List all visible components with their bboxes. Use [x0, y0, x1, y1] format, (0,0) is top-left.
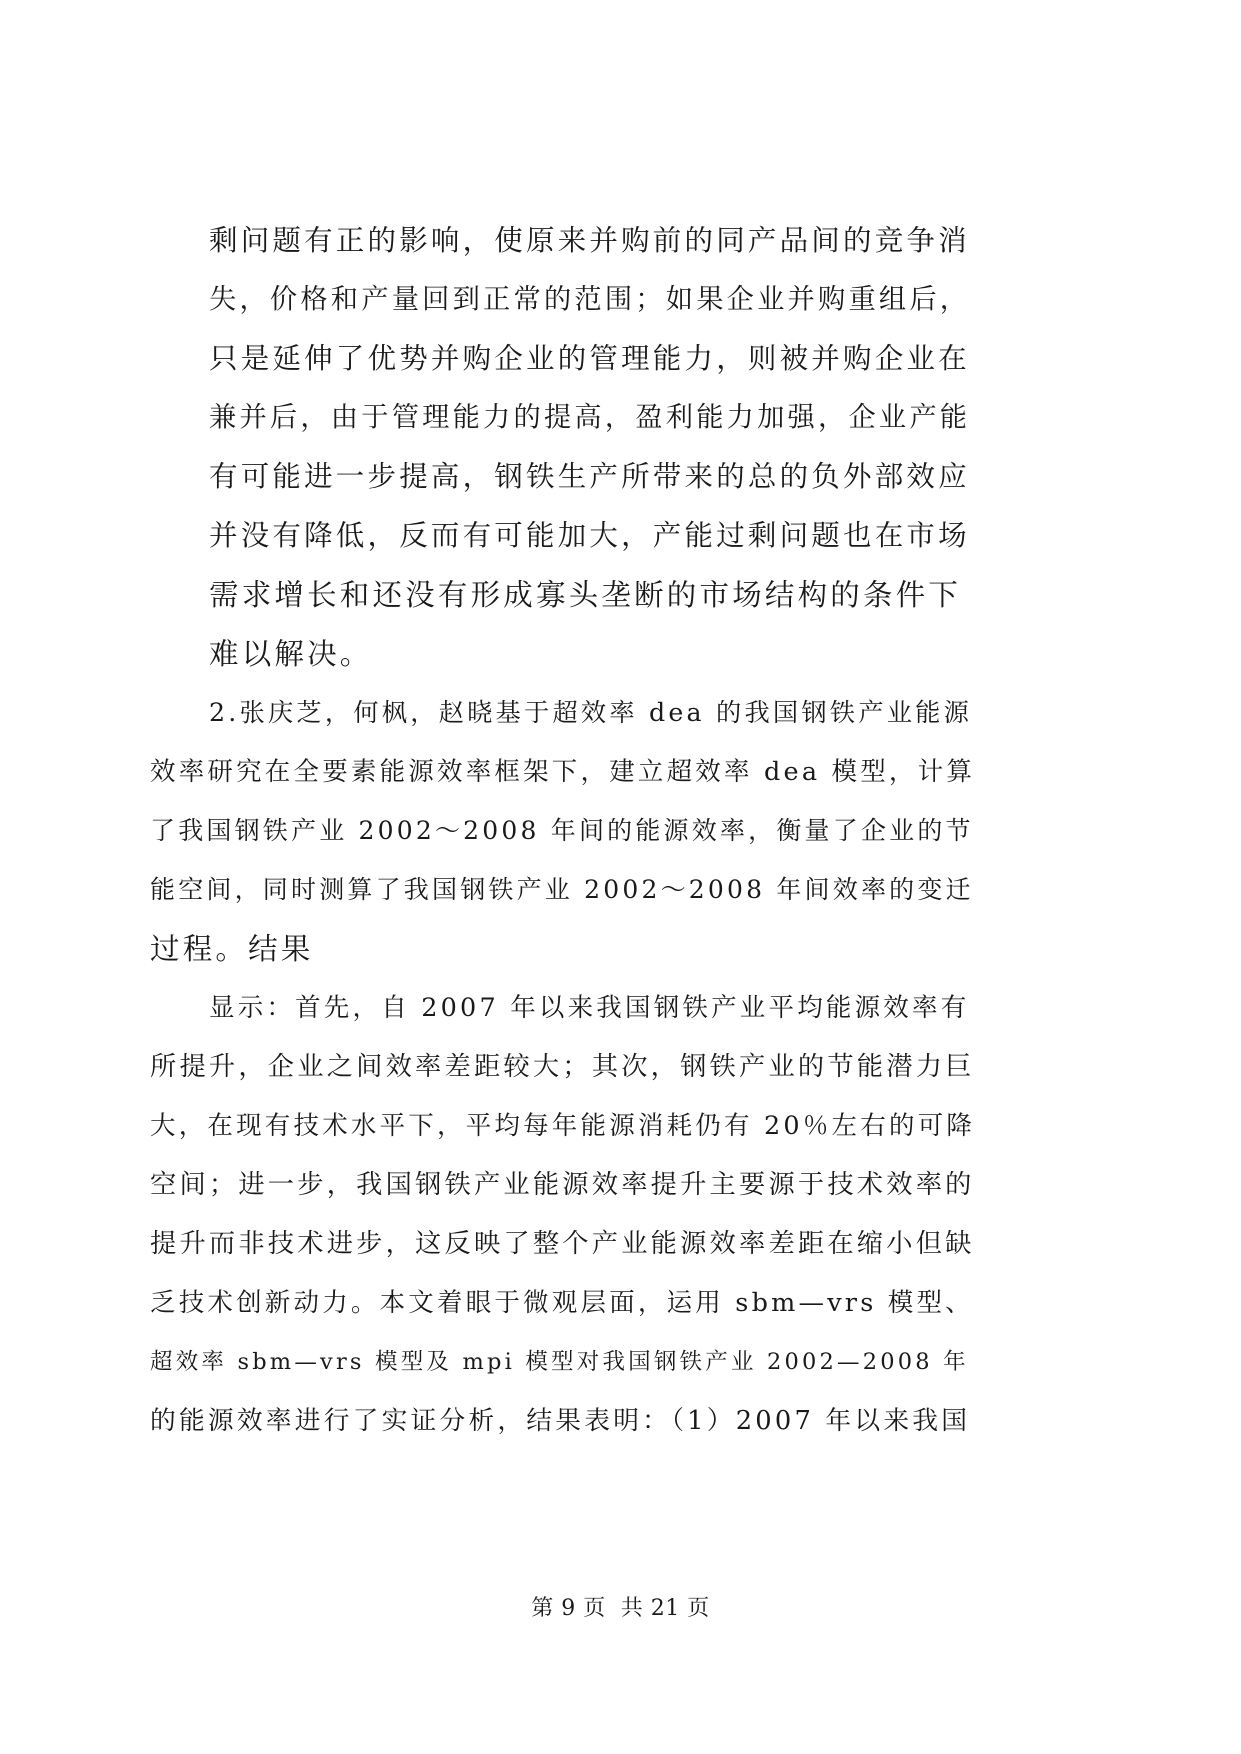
- text-line: 能空间，同时测算了我国钢铁产业 2002～2008 年间效率的变迁: [150, 875, 974, 904]
- text-line: 提升而非技术进步，这反映了整个产业能源效率差距在缩小但缺: [150, 1229, 975, 1259]
- text-line: 只是延伸了优势并购企业的管理能力，则被并购企业在: [209, 342, 970, 375]
- text-line: 大，在现有技术水平下，平均每年能源消耗仍有 20％左右的可降: [150, 1111, 976, 1141]
- text-line: 难以解决。: [209, 637, 373, 671]
- text-line: 并没有降低，反而有可能加大，产能过剩问题也在市场: [209, 519, 970, 552]
- page-number: 第 9 页 共 21 页: [531, 1596, 710, 1621]
- text-line: 乏技术创新动力。本文着眼于微观层面，运用 sbm—vrs 模型、: [150, 1288, 974, 1318]
- text-line: 所提升，企业之间效率差距较大；其次，钢铁产业的节能潜力巨: [150, 1052, 975, 1082]
- text-line: 有可能进一步提高，钢铁生产所带来的总的负外部效应: [209, 460, 970, 493]
- text-line: 显示：首先，自 2007 年以来我国钢铁产业平均能源效率有: [209, 993, 970, 1023]
- page-footer: [0, 1594, 1241, 1624]
- text-line: 的能源效率进行了实证分析，结果表明：（1）2007 年以来我国: [150, 1406, 971, 1436]
- text-line: 空间；进一步，我国钢铁产业能源效率提升主要源于技术效率的: [150, 1170, 975, 1200]
- text-line: 超效率 sbm—vrs 模型及 mpi 模型对我国钢铁产业 2002—2008 年: [150, 1349, 969, 1375]
- text-line: 需求增长和还没有形成寡头垄断的市场结构的条件下: [209, 578, 962, 612]
- text-line: 兼并后，由于管理能力的提高，盈利能力加强，企业产能: [209, 402, 971, 433]
- text-line: 了我国钢铁产业 2002～2008 年间的能源效率，衡量了企业的节: [150, 816, 974, 845]
- text-line: 效率研究在全要素能源效率框架下，建立超效率 dea 模型，计算: [150, 757, 976, 787]
- text-line: 剩问题有正的影响，使原来并购前的同产品间的竞争消: [209, 224, 970, 257]
- text-line: 过程。结果: [150, 932, 314, 966]
- text-line: 2.张庆芝，何枫，赵晓基于超效率 dea 的我国钢铁产业能源: [209, 698, 973, 727]
- text-line: 失，价格和产量回到正常的范围；如果企业并购重组后，: [209, 284, 971, 315]
